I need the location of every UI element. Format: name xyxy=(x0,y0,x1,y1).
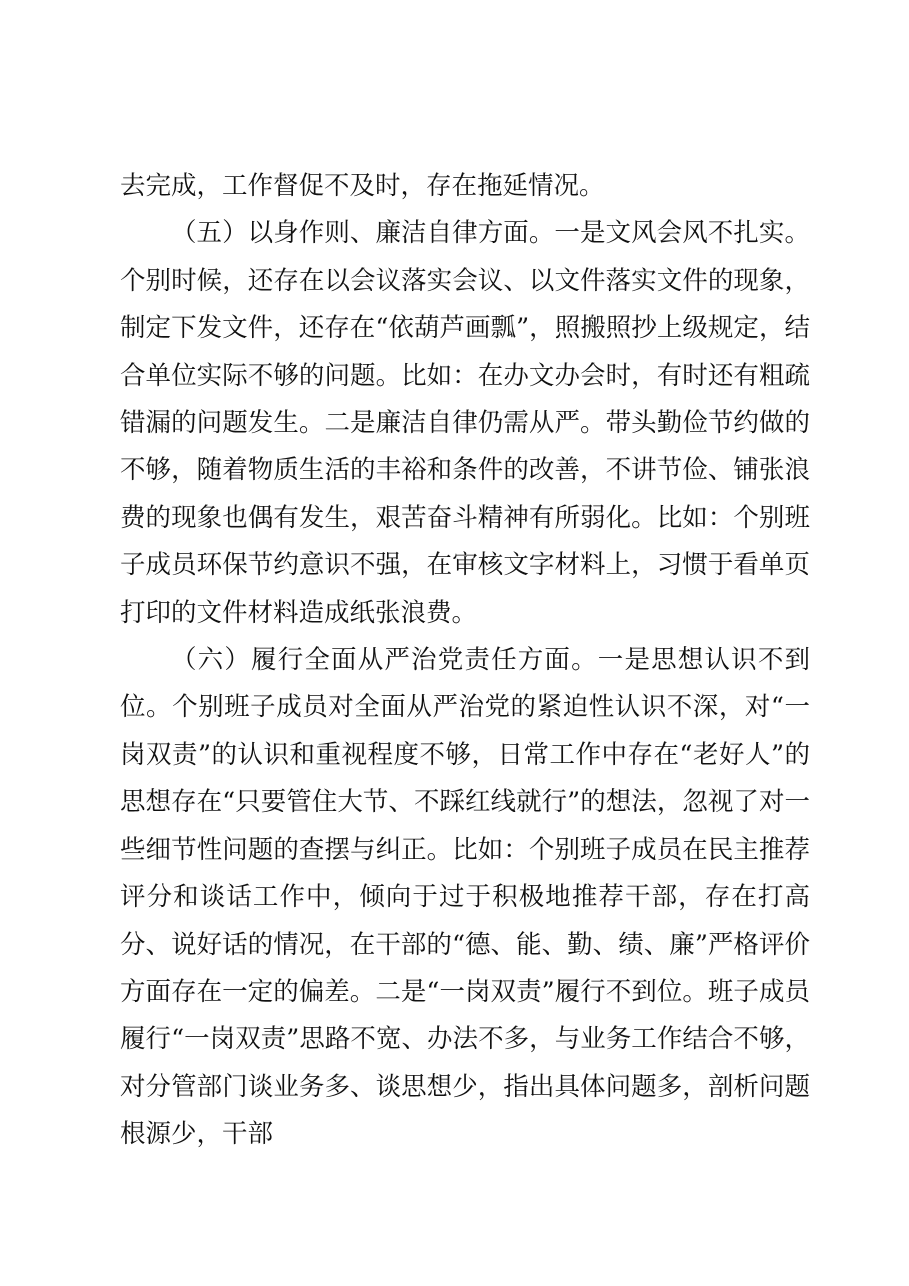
paragraph-section-5: （五）以身作则、廉洁自律方面。一是文风会风不扎实。个别时候，还存在以会议落实会议、以文件落实文件的现象，制定下发文件，还存在“依葫芦画瓢”，照搬照抄上级规定，结合单位实际不够的问题。比如：在办文办会时，有时还有粗疏错漏的问题发生。二是廉洁自律仍需从严。带头勤俭节约做的不够，随着物质生活的丰裕和条件的改善，不讲节俭、铺张浪费的现象也偶有发生，艰苦奋斗精神有所弱化。比如：个别班子成员环保节约意识不强，在审核文字材料上，习惯于看单页打印的文件材料造成纸张浪费。 xyxy=(120,218,810,628)
paragraph-continuation: 去完成，工作督促不及时，存在拖延情况。 xyxy=(120,171,605,201)
paragraph-section-6: （六）履行全面从严治党责任方面。一是思想认识不到位。个别班子成员对全面从严治党的紧迫性认识不深，对“一岗双责”的认识和重视程度不够，日常工作中存在“老好人”的思想存在“只要管住大节、不踩红线就行”的想法，忽视了对一些细节性问题的查摆与纠正。比如：个别班子成员在民主推荐评分和谈话工作中，倾向于过于积极地推荐干部，存在打高分、说好话的情况，在干部的“德、能、勤、绩、廉”严格评价方面存在一定的偏差。二是“一岗双责”履行不到位。班子成员履行“一岗双责”思路不宽、办法不多，与业务工作结合不够，对分管部门谈业务多、谈思想少，指出具体问题多，剖析问题根源少，干部 xyxy=(120,645,810,1150)
document-body xyxy=(120,163,810,1159)
